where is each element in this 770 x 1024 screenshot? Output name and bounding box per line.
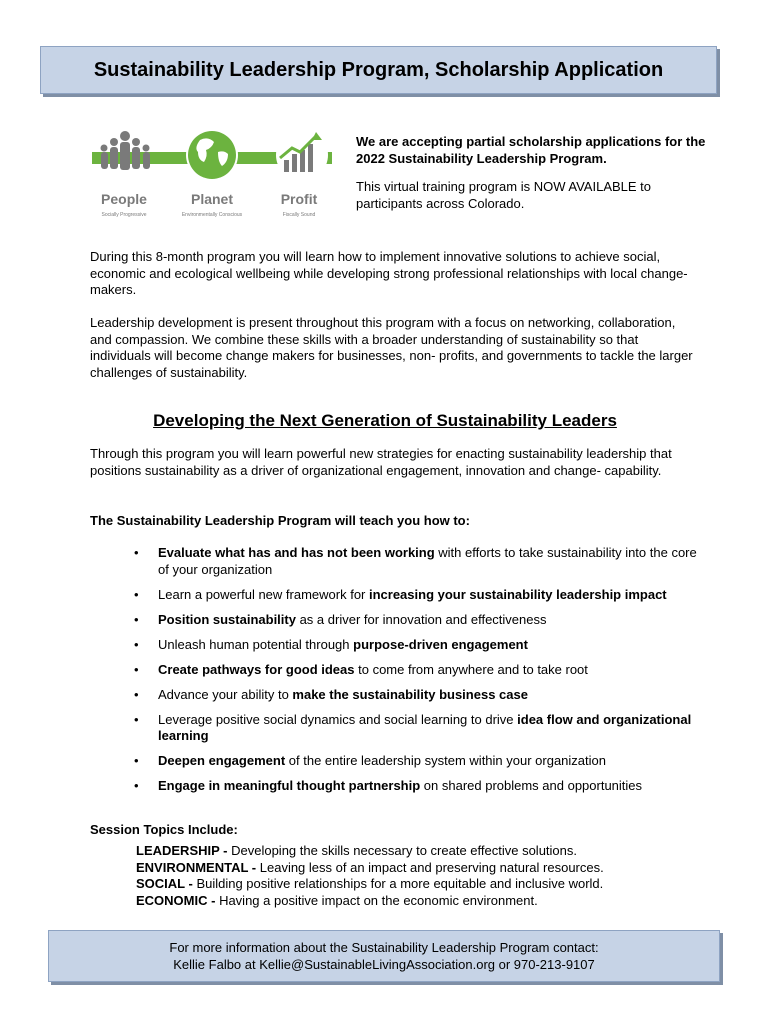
session-topics-heading: Session Topics Include:	[90, 822, 238, 837]
topic-leadership: LEADERSHIP - Developing the skills necessary to create effective solutions.	[136, 843, 577, 858]
scholarship-headline: We are accepting partial scholarship applications for the 2022 Sustainability Leadership Program.	[356, 134, 706, 166]
availability-text: This virtual training program is NOW AVAILABLE to participants across Colorado.	[356, 179, 652, 211]
people-icon	[101, 131, 151, 170]
list-item: • Unleash human potential through purpose-driven engagement	[130, 637, 710, 654]
intro-block	[356, 134, 716, 212]
list-item: • Create pathways for good ideas to come from anywhere and to take root	[130, 662, 710, 679]
pillar-tagline-profit: Fiscally Sound	[282, 212, 316, 218]
list-item: • Evaluate what has and has not been working with efforts to take sustainability into the core of your organization	[130, 545, 710, 578]
globe-icon	[186, 129, 238, 181]
leadership-description: Leadership development is present throughout this program with a focus on networking, collaboration, and compassion. We combine these skills with a broader understanding of sustainability so that individuals will become change makers for businesses, non- profits, and governments to tackle the larger challenges of sustainability.	[90, 315, 693, 380]
program-description: During this 8-month program you will learn how to implement innovative solutions to achieve social, economic and ecological wellbeing while developing strong professional relationships with local change-makers.	[90, 249, 688, 297]
title-banner	[40, 46, 717, 94]
contact-intro: For more information about the Sustainability Leadership Program contact:	[169, 940, 599, 955]
session-topics-list	[136, 843, 604, 909]
list-item: • Position sustainability as a driver for innovation and effectiveness	[130, 612, 710, 629]
contact-details[interactable]: Kellie Falbo at Kellie@SustainableLivingAssociation.org or 970-213-9107	[173, 957, 595, 972]
topic-economic: ECONOMIC - Having a positive impact on the economic environment.	[136, 892, 538, 908]
pillar-label-people: People	[101, 191, 147, 207]
list-item: • Deepen engagement of the entire leadership system within your organization	[130, 753, 710, 770]
contact-banner	[48, 930, 720, 982]
list-item: • Learn a powerful new framework for increasing your sustainability leadership impact	[130, 587, 710, 604]
pillar-tagline-planet: Environmentally Conscious	[181, 212, 243, 218]
pillar-label-profit: Profit	[280, 191, 318, 207]
learning-outcomes-list	[130, 545, 710, 803]
page-title: Sustainability Leadership Program, Scholarship Application	[93, 58, 664, 81]
pillar-tagline-people: Socially Progressive	[101, 212, 147, 218]
topic-social: SOCIAL - Building positive relationships for a more equitable and inclusive world.	[136, 876, 604, 891]
topic-environmental: ENVIRONMENTAL - Leaving less of an impact and preserving natural resources.	[136, 859, 604, 875]
list-item: • Leverage positive social dynamics and social learning to drive idea flow and organizational learning	[130, 712, 710, 745]
section-heading: Developing the Next Generation of Sustainability Leaders	[153, 411, 617, 430]
list-item: • Advance your ability to make the sustainability business case	[130, 687, 710, 704]
section-intro: Through this program you will learn powerful new strategies for enacting sustainability leadership that positions sustainability as a driver of organizational engagement, innovation and change- capability.	[90, 446, 672, 478]
list-item: • Engage in meaningful thought partnership on shared problems and opportunities	[130, 778, 710, 795]
pillar-label-planet: Planet	[190, 191, 234, 207]
people-planet-profit-logo	[92, 122, 332, 222]
teach-lead: The Sustainability Leadership Program will teach you how to:	[90, 513, 470, 528]
growth-chart-icon	[276, 129, 328, 181]
